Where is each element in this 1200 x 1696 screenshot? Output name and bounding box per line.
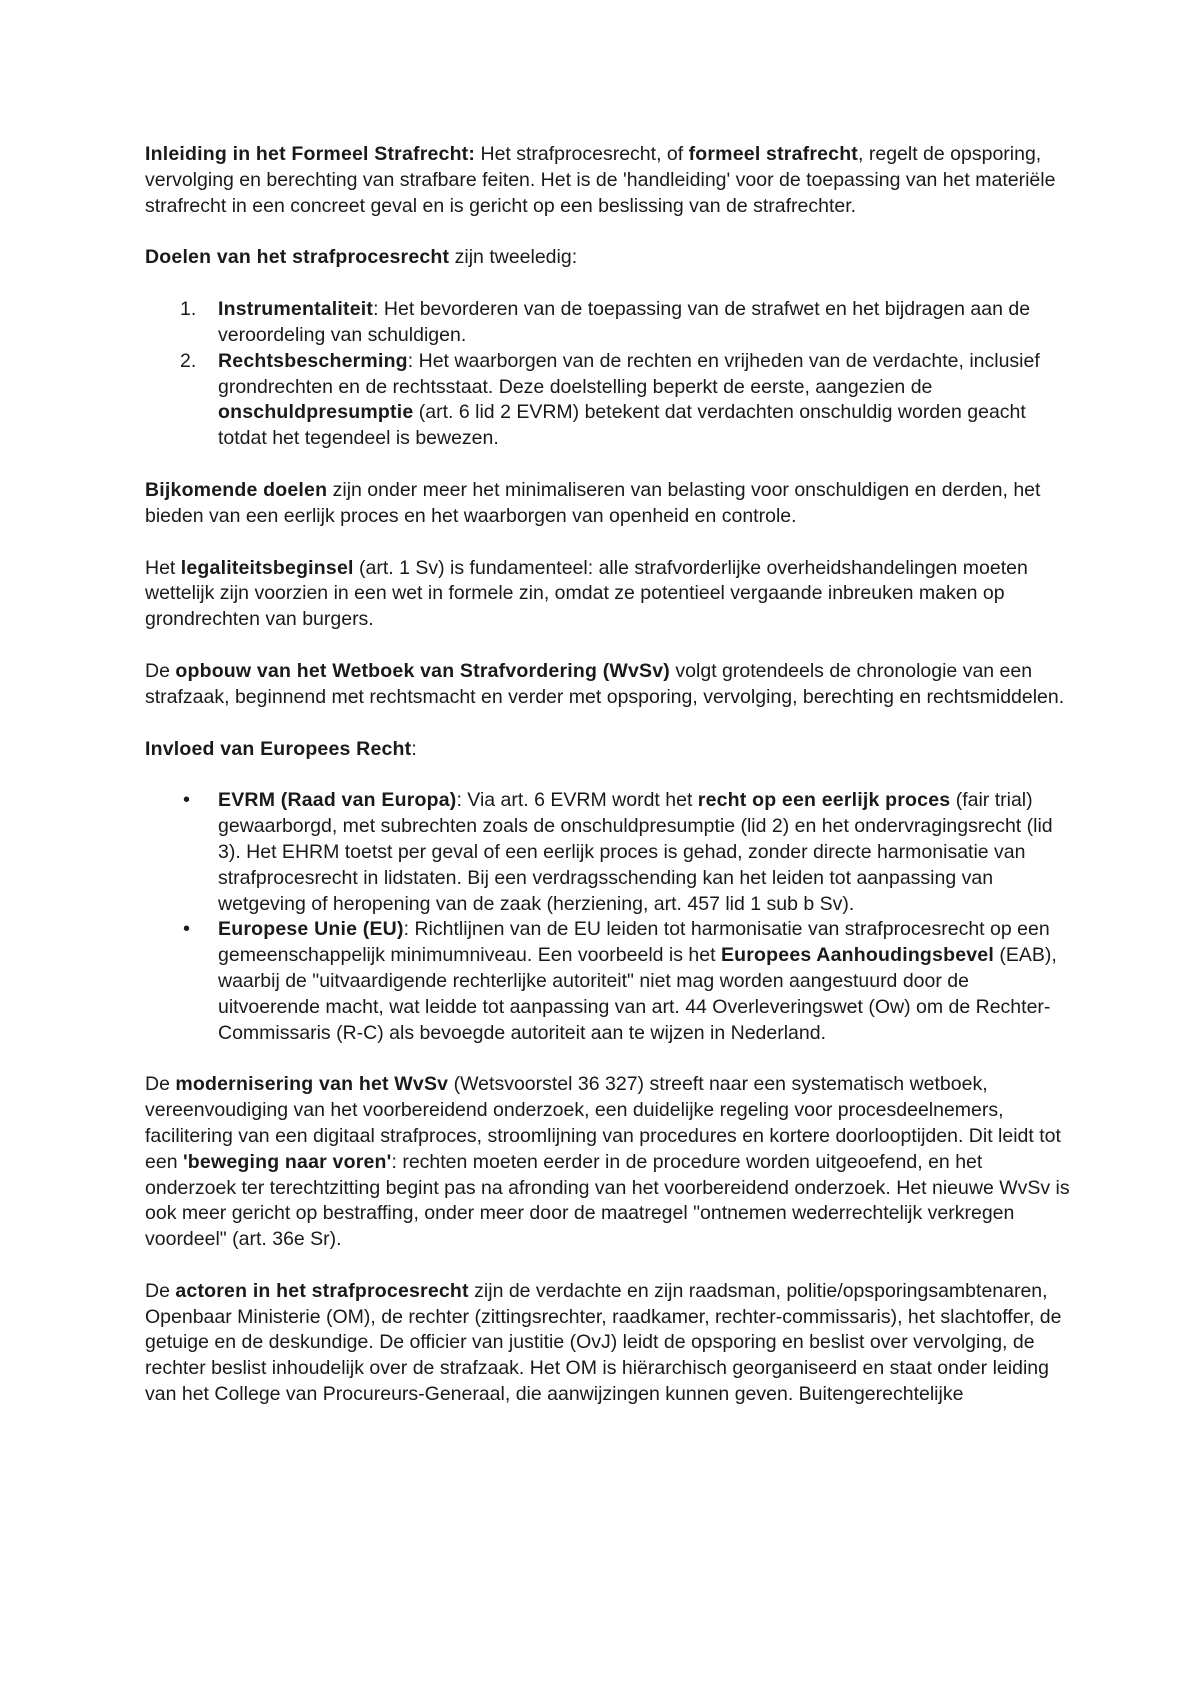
- actors-paragraph: De actoren in het strafprocesrecht zijn de verdachte en zijn raadsman, politie/opsporingsambtenaren, Openbaar Ministerie (OM), de rechter (zittingsrechter, raadkamer, rechter-commissaris), het slachtoffer, de getuige en de deskundige. De officier van justitie (OvJ) leidt de opsporing en beslist over vervolging, de rechter beslist inhoudelijk over de strafzaak. Het OM is hiërarchisch georganiseerd en staat onder leiding van het College van Procureurs-Generaal, die aanwijzingen kunnen geven. Buitengerechtelijke: [145, 1279, 1062, 1406]
- intro-paragraph: Inleiding in het Formeel Strafrecht: Het strafprocesrecht, of formeel strafrecht, regelt de opsporing, vervolging en berechting van strafbare feiten. Het is de 'handleiding' voor de toepassing van het materiële strafrecht in een concreet geval en is gericht op een beslissing van de strafrechter.: [145, 143, 1056, 217]
- document-page: [145, 142, 1075, 1434]
- structure-term: opbouw van het Wetboek van Strafvordering (WvSv): [175, 659, 670, 682]
- intro-heading: Inleiding in het Formeel Strafrecht:: [145, 143, 476, 165]
- list-number: 1.: [180, 298, 197, 321]
- actors-term: actoren in het strafprocesrecht: [175, 1279, 469, 1302]
- legality-paragraph: Het legaliteitsbeginsel (art. 1 Sv) is fundamenteel: alle strafvorderlijke overheidshandelingen moeten wettelijk zijn voorzien in een wet in formele zin, omdat ze potentieel vergaande inbreuken maken op grondrechten van burgers.: [145, 556, 1028, 631]
- additional-goals-term: Bijkomende doelen: [145, 478, 328, 501]
- european-term: Europese Unie (EU): [218, 918, 404, 941]
- bullet-icon: •: [183, 789, 191, 812]
- intro-term: formeel strafrecht: [688, 143, 859, 165]
- legality-term: legaliteitsbeginsel: [180, 556, 354, 579]
- goals-list: [145, 297, 1075, 452]
- european-list-item: • EVRM (Raad van Europa): Via art. 6 EVRM wordt het recht op een eerlijk proces (fair trial) gewaarborgd, met subrechten zoals de onschuldpresumptie (lid 2) en het ondervragingsrecht (lid 3). Het EHRM toetst per geval of een eerlijk proces is gehad, zonder directe harmonisatie van strafprocesrecht in lidstaten. Bij een verdragsschending kan het leiden tot aanpassing van wetgeving of heropening van de zaak (herziening, art. 457 lid 1 sub b Sv).: [183, 789, 1053, 915]
- european-heading: Invloed van Europees Recht: [145, 737, 412, 760]
- modernisation-paragraph: De modernisering van het WvSv (Wetsvoorstel 36 327) streeft naar een systematisch wetboek, vereenvoudiging van het voorbereidend onderzoek, een duidelijke regeling voor procesdeelnemers, facilitering van een digitaal strafproces, stroomlijning van procedures en kortere doorlooptijden. Dit leidt tot een 'beweging naar voren': rechten moeten eerder in de procedure worden uitgeoefend, en het onderzoek ter terechtzitting begint pas na afronding van het voorbereidend onderzoek. Het nieuwe WvSv is ook meer gericht op bestraffing, onder meer door de maatregel "ontnemen wederrechtelijk verkregen voordeel" (art. 36e Sr).: [145, 1073, 1070, 1251]
- modernisation-term-secondary: 'beweging naar voren': [182, 1150, 392, 1173]
- goals-list-item: 2. Rechtsbescherming: Het waarborgen van de rechten en vrijheden van de verdachte, inclusief grondrechten en de rechtsstaat. Deze doelstelling beperkt de eerste, aangezien de onschuldpresumptie (art. 6 lid 2 EVRM) betekent dat verdachten onschuldig worden geacht totdat het tegendeel is bewezen.: [180, 349, 1040, 450]
- goals-heading-paragraph: Doelen van het strafprocesrecht zijn tweeledig:: [145, 246, 578, 269]
- goal-term-secondary: onschuldpresumptie: [218, 401, 414, 424]
- european-heading-paragraph: Invloed van Europees Recht:: [145, 737, 417, 760]
- modernisation-term: modernisering van het WvSv: [175, 1073, 449, 1096]
- bullet-icon: •: [183, 918, 191, 941]
- european-list-item: • Europese Unie (EU): Richtlijnen van de EU leiden tot harmonisatie van strafprocesrecht op een gemeenschappelijk minimumniveau. Een voorbeeld is het Europees Aanhoudingsbevel (EAB), waarbij de "uitvaardigende rechterlijke autoriteit" niet mag worden aangestuurd door de uitvoerende macht, wat leidde tot aanpassing van art. 44 Overleveringswet (Ow) om de Rechter-Commissaris (R-C) als bevoegde autoriteit aan te wijzen in Nederland.: [183, 918, 1057, 1044]
- list-number: 2.: [180, 349, 197, 372]
- european-term-secondary: Europees Aanhoudingsbevel: [720, 944, 994, 967]
- additional-goals-paragraph: Bijkomende doelen zijn onder meer het minimaliseren van belasting voor onschuldigen en derden, het bieden van een eerlijk proces en het waarborgen van openheid en controle.: [145, 478, 1041, 527]
- european-term-secondary: recht op een eerlijk proces: [697, 789, 951, 812]
- goals-heading: Doelen van het strafprocesrecht: [145, 246, 450, 269]
- goal-term: Instrumentaliteit: [218, 298, 374, 321]
- european-term: EVRM (Raad van Europa): [218, 789, 457, 812]
- structure-paragraph: De opbouw van het Wetboek van Strafvordering (WvSv) volgt grotendeels de chronologie van een strafzaak, beginnend met rechtsmacht en verder met opsporing, vervolging, berechting en rechtsmiddelen.: [145, 659, 1065, 708]
- goals-list-item: 1. Instrumentaliteit: Het bevorderen van de toepassing van de strafwet en het bijdragen aan de veroordeling van schuldigen.: [180, 298, 1031, 346]
- goal-term: Rechtsbescherming: [218, 349, 408, 372]
- european-list: [145, 788, 1075, 1046]
